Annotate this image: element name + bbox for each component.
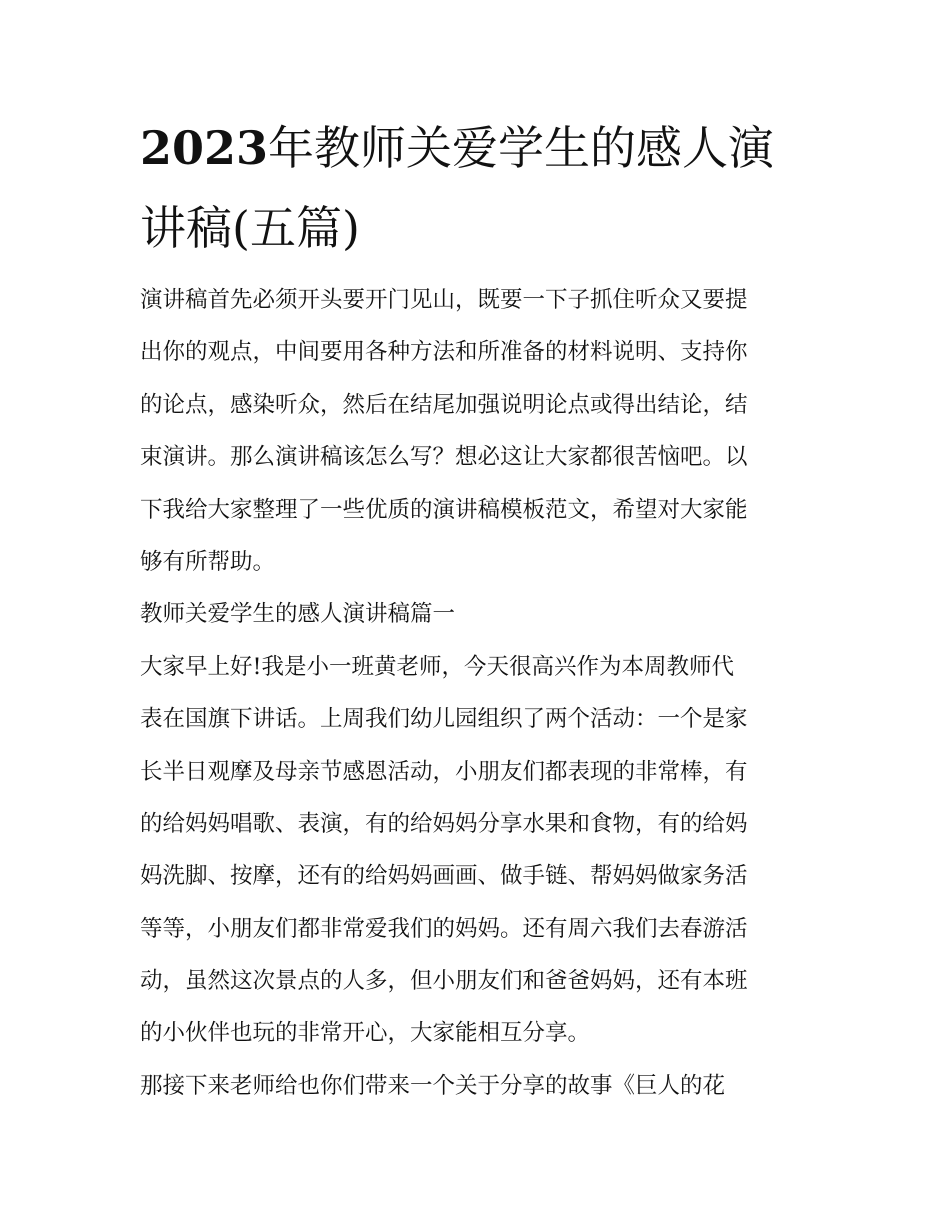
speech-line: 动，虽然这次景点的人多，但小朋友们和爸爸妈妈，还有本班	[140, 968, 748, 995]
title-line-1-text: 年教师关爱学生的感人演	[268, 121, 775, 175]
intro-line: 下我给大家整理了一些优质的演讲稿模板范文，希望对大家能	[140, 496, 748, 523]
speech-line: 妈洗脚、按摩，还有的给妈妈画画、做手链、帮妈妈做家务活	[140, 863, 748, 890]
document-body	[140, 274, 830, 1112]
intro-line: 束演讲。那么演讲稿该怎么写？想必这让大家都很苦恼吧。以	[140, 444, 748, 471]
speech-line: 的给妈妈唱歌、表演，有的给妈妈分享水果和食物，有的给妈	[140, 810, 748, 837]
section-heading: 教师关爱学生的感人演讲稿篇一	[140, 601, 456, 628]
document-title	[140, 108, 830, 268]
intro-line: 够有所帮助。	[140, 548, 276, 575]
intro-line: 的论点，感染听众，然后在结尾加强说明论点或得出结论，结	[140, 391, 748, 418]
speech-line: 表在国旗下讲话。上周我们幼儿园组织了两个活动：一个是家	[140, 706, 748, 733]
title-line-1	[140, 108, 830, 188]
intro-line: 演讲稿首先必须开头要开门见山，既要一下子抓住听众又要提	[140, 287, 748, 313]
speech-line: 大家早上好!我是小一班黄老师，今天很高兴作为本周教师代	[140, 653, 735, 680]
intro-line: 出你的观点，中间要用各种方法和所准备的材料说明、支持你	[140, 339, 748, 366]
speech-line: 等等，小朋友们都非常爱我们的妈妈。还有周六我们去春游活	[140, 915, 748, 942]
speech-line: 那接下来老师给也你们带来一个关于分享的故事《巨人的花	[140, 1072, 726, 1099]
speech-line: 长半日观摩及母亲节感恩活动，小朋友们都表现的非常棒，有	[140, 758, 748, 785]
title-line-2: 讲稿(五篇)	[140, 201, 360, 255]
speech-line: 的小伙伴也玩的非常开心，大家能相互分享。	[140, 1020, 591, 1047]
title-year: 2023	[140, 121, 269, 175]
